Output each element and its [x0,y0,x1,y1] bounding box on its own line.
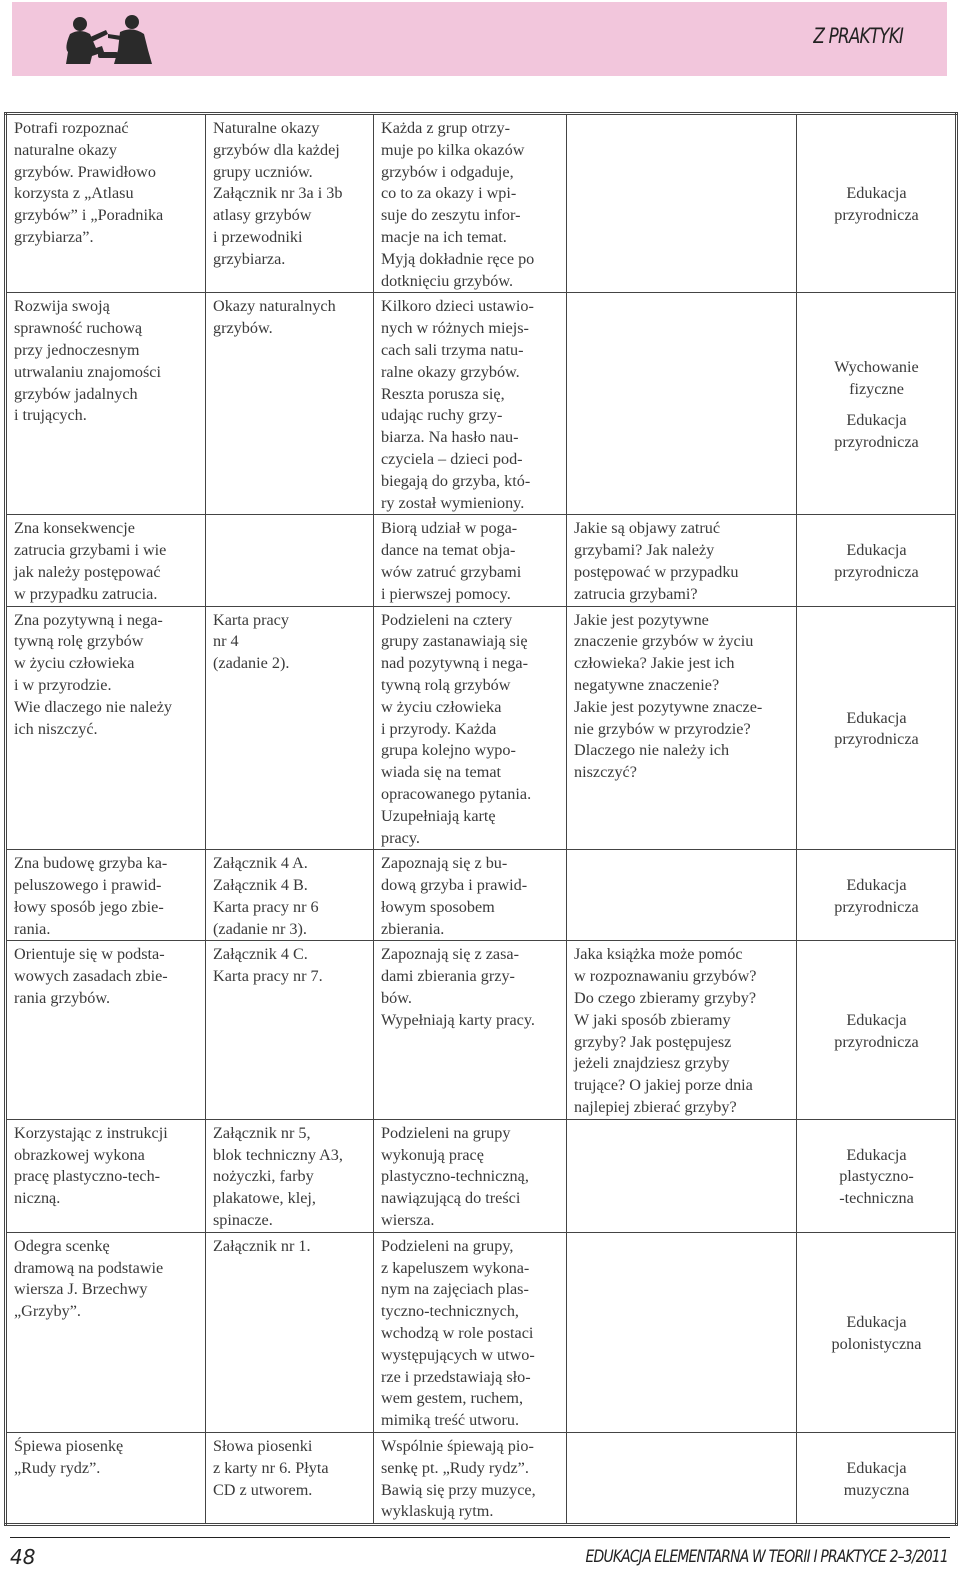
goal-cell [6,515,206,606]
materials-text: Słowa piosenki z karty nr 6. Płyta CD z utworem. [213,1437,329,1499]
activity-cell [374,606,567,850]
page-number: 48 [10,1545,36,1569]
questions-cell [567,606,797,850]
materials-cell [206,515,374,606]
questions-cell [567,293,797,515]
goal-text: Zna budowę grzyba ka- peluszowego i prawid- łowy sposób jego zbie- rania. [14,854,168,938]
area-cell [797,941,957,1119]
materials-cell [206,1119,374,1232]
questions-cell [567,1232,797,1432]
questions-cell [567,1433,797,1525]
materials-text: Okazy naturalnych grzybów. [213,297,336,338]
area-text: Wychowanie fizyczne [834,357,919,398]
materials-text: Załącznik 4 C. Karta pracy nr 7. [213,945,323,986]
questions-cell [567,114,797,293]
section-header [12,2,947,76]
area-text: Edukacja polonistyczna [831,1313,922,1353]
materials-cell [206,850,374,941]
table-row [6,1119,957,1232]
area-text: Edukacja plastyczno- -techniczna [839,1145,914,1208]
footer-divider [10,1537,950,1538]
table-row [6,1232,957,1432]
table-row [6,1433,957,1525]
area-cell [797,1232,957,1432]
activity-cell [374,114,567,293]
table-row [6,606,957,850]
goal-text: Śpiewa piosenkę „Rudy rydz”. [14,1437,124,1477]
area-text: Edukacja przyrodnicza [834,708,919,749]
materials-text: Karta pracy nr 4 (zadanie 2). [213,610,290,673]
materials-cell [206,941,374,1119]
materials-cell [206,1232,374,1432]
activity-text: Zapoznają się z bu- dową grzyba i prawid- łowym sposobem zbierania. [381,854,528,938]
area-cell [797,515,957,606]
materials-text: Załącznik 4 A. Załącznik 4 B. Karta pracy nr 6 (zadanie nr 3). [213,854,319,938]
materials-cell [206,293,374,515]
goal-text: Zna pozytywną i nega- tywną rolę grzybów w życiu człowieka i w przyrodzie. Wie dlaczego nie należy ich niszczyć. [14,610,172,738]
questions-cell [567,941,797,1119]
questions-text: Jaka książka może pomóc w rozpoznawaniu grzybów? Do czego zbieramy grzyby? W jaki sposób zbieramy grzyby? Jak postępujesz jeżeli znajdziesz grzyby trujące? O jakiej porze dnia najlepiej zbierać grzyby? [574,945,757,1117]
activity-text: Podzieleni na grupy, z kapeluszem wykona- nym na zajęciach plas- tyczno-technicznych, wchodzą w role postaci występujących w utwo- rze i przedstawiają sło- wem gestem, ruchem, mimiką treść utworu. [381,1236,535,1430]
table-row [6,293,957,515]
goal-text: Orientuje się w podsta- wowych zasadach zbie- rania grzybów. [14,945,168,1008]
activity-cell [374,293,567,515]
activity-text: Każda z grup otrzy- muje po kilka okazów grzybów i odgaduje, co to za okazy i wpi- suje do zeszytu infor- macje na ich temat. Myją dokładnie ręce po dotknięciu grzybów. [381,119,535,290]
area-text: Edukacja przyrodnicza [834,876,919,916]
activity-cell [374,941,567,1119]
materials-text: Załącznik nr 1. [213,1236,311,1255]
section-title: Z PRAKTYKI [813,24,903,48]
goal-text: Potrafi rozpoznać naturalne okazy grzybów. Prawidłowo korzysta z „Atlasu grzybów” i „Poradnika grzybiarza”. [14,119,164,246]
publication-title: EDUKACJA ELEMENTARNA W TEORII I PRAKTYCE 2–3/2011 [585,1547,948,1567]
activity-cell [374,1232,567,1432]
area-cell [797,114,957,293]
materials-text: Załącznik nr 5, blok techniczny A3, nożyczki, farby plakatowe, klej, spinacze. [213,1123,343,1230]
table-row [6,114,957,293]
area-cell [797,1119,957,1232]
goal-cell [6,1119,206,1232]
area-text: Edukacja muzyczna [843,1458,910,1499]
goal-text: Odegra scenkę dramową na podstawie wiersza J. Brzechwy „Grzyby”. [14,1236,164,1321]
questions-text: Jakie są objawy zatruć grzybami? Jak należy postępować w przypadku zatrucia grzybami? [574,519,739,603]
children-silhouette-icon [62,12,154,66]
goal-cell [6,606,206,850]
questions-cell [567,850,797,941]
activity-text: Podzieleni na cztery grupy zastanawiają się nad pozytywną i nega- tywną rolą grzybów w życiu człowieka i przyrody. Każda grupa kolejno wypo- wiada się na temat opracowanego pytania. Uzupełniają kartę pracy. [381,610,532,847]
questions-cell [567,515,797,606]
area-text-secondary: Edukacja przyrodnicza [834,411,919,452]
area-cell [797,1433,957,1525]
goal-cell [6,293,206,515]
goal-cell [6,114,206,293]
goal-cell [6,941,206,1119]
area-text: Edukacja przyrodnicza [834,1010,919,1051]
area-text: Edukacja przyrodnicza [834,541,919,581]
activity-text: Kilkoro dzieci ustawio- nych w różnych miejs- cach sali trzyma natu- ralne okazy grzybów. Reszta porusza się, udając ruchy grzy- biarza. Na hasło nau- czyciela – dzieci pod- biegają do grzyba, któ- ry został wymieniony. [381,297,534,512]
table-row [6,850,957,941]
materials-cell [206,606,374,850]
activity-text: Podzieleni na grupy wykonują pracę plastyczno-techniczną, nawiązującą do treści wiersza. [381,1123,529,1230]
area-text: Edukacja przyrodnicza [834,184,919,225]
lesson-plan-table [4,112,958,1526]
activity-cell [374,1433,567,1525]
table-row [6,941,957,1119]
activity-text: Zapoznają się z zasa- dami zbierania grzy- bów. Wypełniają karty pracy. [381,945,535,1029]
materials-cell [206,114,374,293]
goal-cell [6,1232,206,1432]
questions-cell [567,1119,797,1232]
goal-text: Rozwija swoją sprawność ruchową przy jednoczesnym utrwalaniu znajomości grzybów jadalnych i trujących. [14,297,161,425]
activity-cell [374,515,567,606]
area-cell [797,293,957,515]
materials-text: Naturalne okazy grzybów dla każdej grupy uczniów. Załącznik nr 3a i 3b atlasy grzybów i przewodniki grzybiarza. [213,119,343,268]
activity-cell [374,1119,567,1232]
area-cell [797,850,957,941]
goal-cell [6,850,206,941]
activity-text: Wspólnie śpiewają pio- senkę pt. „Rudy rydz”. Bawią się przy muzyce, wyklaskują rytm. [381,1437,536,1521]
goal-text: Zna konsekwencje zatrucia grzybami i wie jak należy postępować w przypadku zatrucia. [14,519,167,603]
activity-text: Biorą udział w poga- dance na temat obja- wów zatruć grzybami i pierwszej pomocy. [381,519,522,603]
goal-text: Korzystając z instrukcji obrazkowej wykona pracę plastyczno-tech- niczną. [14,1123,168,1208]
activity-cell [374,850,567,941]
goal-cell [6,1433,206,1525]
area-cell [797,606,957,850]
materials-cell [206,1433,374,1525]
questions-text: Jakie jest pozytywne znaczenie grzybów w życiu człowieka? Jakie jest ich negatywne znaczenie? Jakie jest pozytywne znacze- nie grzybów w przyrodzie? Dlaczego nie należy ich niszczyć? [574,610,763,782]
table-row [6,515,957,606]
